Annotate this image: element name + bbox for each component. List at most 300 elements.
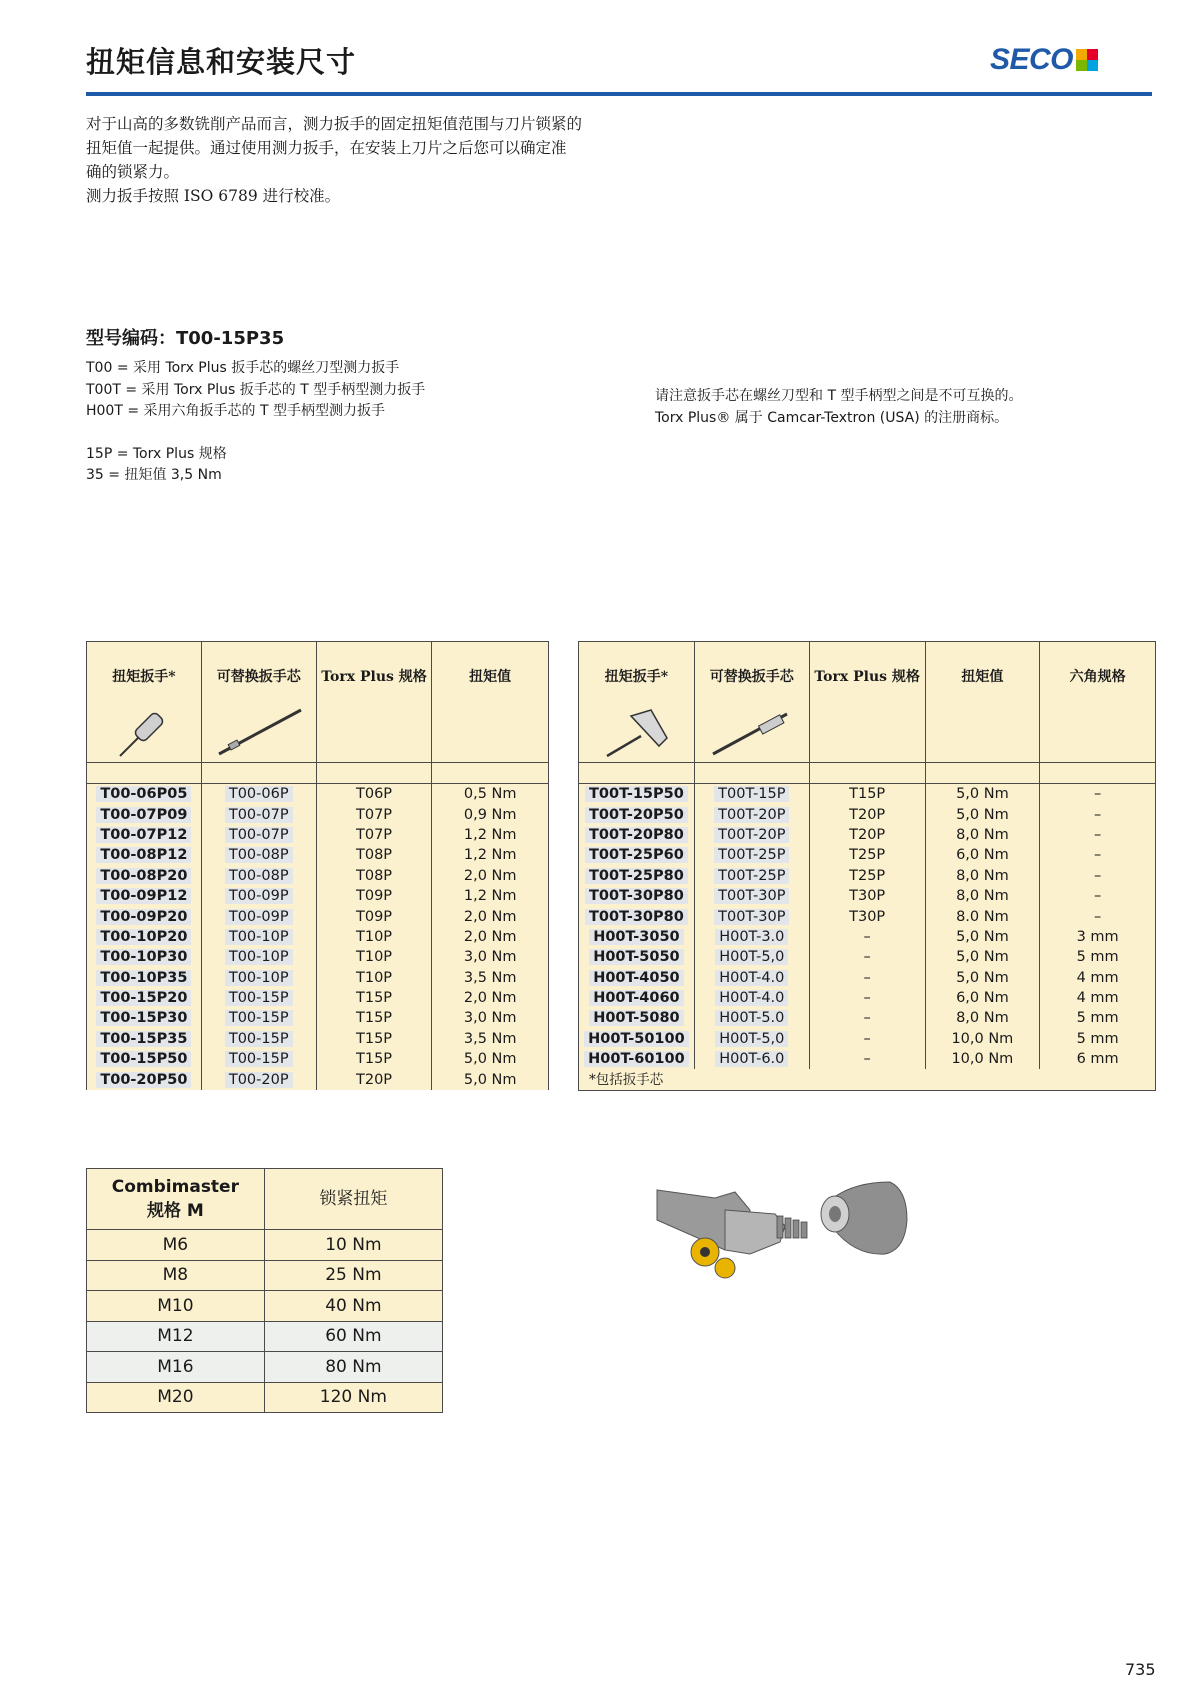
definition-line: H00T = 采用六角扳手芯的 T 型手柄型测力扳手 [86,403,385,419]
table-cell [201,804,316,824]
cell-value: T07P [355,806,393,823]
cell-value: T20P [849,826,886,843]
cell-value: T00-08P [225,847,293,863]
combimaster-illustration [655,1170,925,1300]
table-cell [1040,866,1156,886]
col-header-torx: Torx Plus 规格 [316,642,432,763]
cell-value: T00-07P09 [96,807,191,823]
cell-value: 10,0 Nm [951,1051,1014,1068]
cell-value: 3,0 Nm [463,949,517,966]
cell-value: T25P [849,847,886,864]
table-cell [87,825,202,845]
table-row [579,927,1156,947]
table-cell: 60 Nm [264,1321,442,1352]
cell-value: T15P [355,1010,393,1027]
definition-line: T00T = 采用 Torx Plus 扳手芯的 T 型手柄型测力扳手 [86,381,426,398]
cell-value: 6,0 Nm [956,990,1009,1007]
table-cell [1040,1049,1156,1069]
header-label: 扭矩扳手* [112,669,176,685]
t-handle-wrench-table [578,641,1156,1091]
table-cell [87,886,202,906]
table-cell [87,906,202,926]
cell-value: T00T-30P80 [585,888,688,904]
table-cell [432,988,549,1008]
cell-value: T10P [355,928,393,945]
screwdriver-wrench-icon [114,702,174,760]
table-row [579,906,1156,926]
cell-value: T00-20P [225,1072,293,1088]
cell-value: – [1094,847,1102,864]
type-code-title: 型号编码：T00-15P35 [86,328,285,349]
table-row [579,886,1156,906]
cell-value: H00T-5080 [589,1010,683,1026]
table-cell [809,1049,925,1069]
table-cell: M8 [87,1260,265,1291]
table-row [87,1049,549,1069]
table-cell: 80 Nm [264,1352,442,1383]
intro-text [86,112,686,208]
cell-value: T06P [355,786,393,803]
table-cell [87,804,202,824]
cell-value: 6 mm [1076,1051,1119,1068]
cell-value: H00T-50100 [584,1031,689,1047]
table-row [87,784,549,805]
cell-value: – [1094,867,1102,884]
table-row [87,947,549,967]
cell-value: T00-06P [225,786,293,802]
table-row [87,968,549,988]
table-cell [694,804,809,824]
cell-value: T00-08P [225,868,293,884]
table-cell [809,804,925,824]
table-cell [1040,968,1156,988]
intro-line: 确的锁紧力。 [86,163,180,181]
cell-value: T00-10P35 [96,970,191,986]
table-row [87,927,549,947]
screwdriver-wrench-table [86,641,549,1090]
table-cell [316,784,432,805]
table-cell [316,988,432,1008]
table-cell [809,988,925,1008]
note-line: Torx Plus® 属于 Camcar-Textron (USA) 的注册商标。 [655,409,1009,426]
cell-value: 1,2 Nm [463,847,517,864]
cell-value: T00-20P50 [96,1072,191,1088]
cell-value: H00T-4050 [589,970,683,986]
table-cell [432,1049,549,1069]
header-label: Combimaster [111,1177,239,1197]
table-row [579,968,1156,988]
cell-value: 5 mm [1076,949,1119,966]
table-row [579,866,1156,886]
table-cell [432,825,549,845]
table-cell [1040,784,1156,805]
table-cell [87,1049,202,1069]
cell-value: – [1094,786,1102,803]
table-cell [925,947,1040,967]
cell-value: T00-08P20 [96,868,191,884]
cell-value: – [863,1051,871,1068]
cell-value: 6,0 Nm [956,847,1009,864]
table-cell [579,968,695,988]
table-cell [579,1008,695,1028]
cell-value: T00T-15P [714,786,789,802]
table-cell [809,784,925,805]
cell-value: 5 mm [1076,1010,1119,1027]
combimaster-table [86,1168,443,1413]
page-title: 扭矩信息和安装尺寸 [86,45,357,79]
cell-value: T00-07P [225,807,293,823]
table-row [579,1049,1156,1069]
cell-value: T00-15P20 [96,990,191,1006]
table-cell [1040,886,1156,906]
cell-value: 3 mm [1076,928,1119,945]
table-cell [1040,1029,1156,1049]
table-cell [316,1049,432,1069]
table-cell [579,784,695,805]
table-cell [925,825,1040,845]
col-header-clamp-torque: 锁紧扭矩 [264,1169,442,1230]
table-cell [694,1049,809,1069]
table-cell [201,845,316,865]
table-cell [87,947,202,967]
table-cell [201,825,316,845]
table-row [87,1321,443,1352]
table-cell [579,1029,695,1049]
cell-value: – [1094,826,1102,843]
cell-value: 5,0 Nm [463,1051,517,1068]
cell-value: T00-15P30 [96,1010,191,1026]
table-cell [316,1069,432,1089]
cell-value: T00-10P30 [96,949,191,965]
cell-value: H00T-5,0 [715,1031,788,1047]
table-row [87,1069,549,1089]
intro-line: 对于山高的多数铣削产品而言，测力扳手的固定扭矩值范围与刀片锁紧的 [86,115,583,133]
table-cell [201,927,316,947]
table-row [87,1260,443,1291]
cell-value: T00T-20P [714,827,789,843]
definition-line: T00 = 采用 Torx Plus 扳手芯的螺丝刀型测力扳手 [86,360,400,376]
cell-value: T00-15P [225,1010,293,1026]
col-header-torx: Torx Plus 规格 [809,642,925,763]
cell-value: 4 mm [1076,969,1119,986]
cell-value: T25P [849,867,886,884]
table-cell [201,784,316,805]
cell-value: H00T-5050 [589,949,683,965]
table-cell [316,804,432,824]
logo-text: SECO [990,43,1074,76]
table-cell [694,906,809,926]
table-cell [432,1029,549,1049]
col-header-bit [201,642,316,763]
table-row [579,825,1156,845]
cell-value: 2,0 Nm [463,908,517,925]
table-cell [925,968,1040,988]
cell-value: – [1094,908,1102,925]
table-cell: 25 Nm [264,1260,442,1291]
table-row [579,845,1156,865]
table-cell [925,1029,1040,1049]
table-row [579,784,1156,805]
cell-value: – [1094,888,1102,905]
table-cell [579,866,695,886]
cell-value: T20P [355,1071,393,1088]
cell-value: T30P [849,908,886,925]
table-cell [809,947,925,967]
table-cell [809,927,925,947]
cell-value: T15P [355,1030,393,1047]
table-cell [925,906,1040,926]
table-cell [316,845,432,865]
cell-value: T00-15P [225,990,293,1006]
table-cell [925,1049,1040,1069]
table-cell [694,1029,809,1049]
table-cell [809,866,925,886]
cell-value: 3,5 Nm [463,969,517,986]
table-cell [316,947,432,967]
cell-value: T00T-25P [714,868,789,884]
table-cell [201,886,316,906]
cell-value: 8,0 Nm [956,888,1009,905]
table-cell [432,906,549,926]
table-cell [694,845,809,865]
table-cell [1040,988,1156,1008]
cell-value: H00T-60100 [584,1051,689,1067]
table-row [87,804,549,824]
cell-value: T00T-25P [714,847,789,863]
table-cell [579,947,695,967]
table-cell [316,866,432,886]
cell-value: T00-10P [225,929,293,945]
cell-value: T00T-30P [714,909,789,925]
col-header-bit [694,642,809,763]
table-cell [432,927,549,947]
cell-value: 3,0 Nm [463,1010,517,1027]
definition-line: 15P = Torx Plus 规格 [86,445,227,462]
table-row [87,845,549,865]
cell-value: T00-09P12 [96,888,191,904]
header-label: 规格 M [146,1201,204,1221]
table-cell [809,906,925,926]
cell-value: 3,5 Nm [463,1030,517,1047]
table-cell: M10 [87,1291,265,1322]
cell-value: H00T-3.0 [715,929,788,945]
table-cell [316,886,432,906]
cell-value: 2,0 Nm [463,928,517,945]
cell-value: T00T-25P80 [585,868,688,884]
table-cell [1040,927,1156,947]
header-label: 可替换扳手芯 [709,669,794,685]
col-header-torque: 扭矩值 [925,642,1040,763]
cell-value: T15P [355,990,393,1007]
table-row [87,1352,443,1383]
header-label: 可替换扳手芯 [216,669,301,685]
table-cell [579,886,695,906]
table-cell [1040,845,1156,865]
logo-mark-icon [1076,49,1098,71]
cell-value: T07P [355,826,393,843]
table-cell [1040,804,1156,824]
cell-value: T00-09P [225,909,293,925]
table-row [579,947,1156,967]
col-header-hex: 六角规格 [1040,642,1156,763]
table-cell [316,906,432,926]
table-cell [925,988,1040,1008]
cell-value: T00T-15P50 [585,786,688,802]
table-cell [316,968,432,988]
cell-value: 2,0 Nm [463,990,517,1007]
table-cell [579,825,695,845]
cell-value: 4 mm [1076,990,1119,1007]
cell-value: T00-07P12 [96,827,191,843]
cell-value: – [863,928,871,945]
table-cell [201,1008,316,1028]
table-cell [809,968,925,988]
cell-value: H00T-5.0 [715,1010,788,1026]
header-label: 扭矩扳手* [604,669,669,685]
table-cell [694,927,809,947]
cell-value: T15P [849,786,886,803]
table-cell [579,988,695,1008]
cell-value: – [863,990,871,1007]
cell-value: H00T-4.0 [715,970,788,986]
table-cell: M6 [87,1230,265,1261]
page-number: 735 [1125,1660,1156,1679]
table-cell [925,804,1040,824]
table-cell [432,866,549,886]
table-cell: 40 Nm [264,1291,442,1322]
table-cell [809,825,925,845]
col-header-torque: 扭矩值 [432,642,549,763]
table-cell [432,845,549,865]
seco-logo [990,44,1098,76]
table-cell [694,1008,809,1028]
cell-value: T20P [849,806,886,823]
table-row [579,988,1156,1008]
table-cell [201,866,316,886]
table-cell [432,1008,549,1028]
table-cell [87,927,202,947]
table-cell: M16 [87,1352,265,1383]
cell-value: – [863,969,871,986]
table-row [87,1291,443,1322]
cell-value: T15P [355,1051,393,1068]
cell-value: 5,0 Nm [956,949,1009,966]
table-cell [87,845,202,865]
cell-value: T00-09P [225,888,293,904]
table-cell [316,1008,432,1028]
table-cell [694,886,809,906]
table-cell [579,845,695,865]
cell-value: T00T-30P [714,888,789,904]
cell-value: 10,0 Nm [951,1030,1014,1047]
definition-line: 35 = 扭矩值 3,5 Nm [86,467,222,483]
table-row [87,906,549,926]
interchange-note [655,386,1022,429]
table-row [579,1029,1156,1049]
table-cell [316,1029,432,1049]
table-cell [1040,906,1156,926]
header-rule [86,92,1152,96]
bit-icon [707,702,797,760]
table-cell [432,1069,549,1089]
cell-value: T00T-20P [714,807,789,823]
cell-value: 0,9 Nm [463,806,517,823]
type-code-definitions [86,358,425,487]
table-cell [809,845,925,865]
intro-line: 测力扳手按照 ISO 6789 进行校准。 [86,187,341,205]
table-cell [925,1008,1040,1028]
cell-value: T09P [355,908,393,925]
table-row [87,1382,443,1413]
table-cell [201,968,316,988]
table-cell [87,1008,202,1028]
cell-value: T00-10P [225,970,293,986]
col-header-wrench [87,642,202,763]
table-cell [432,784,549,805]
table-cell: M12 [87,1321,265,1352]
table-cell [432,947,549,967]
cell-value: T00T-20P80 [585,827,688,843]
table-cell [925,886,1040,906]
cell-value: T00-06P05 [96,786,191,802]
table-cell [87,988,202,1008]
table-row [87,1230,443,1261]
table-row [87,825,549,845]
table-cell [809,1008,925,1028]
table-cell [1040,1008,1156,1028]
table-cell [87,968,202,988]
cell-value: 1,2 Nm [463,826,517,843]
cell-value: – [863,1010,871,1027]
cell-value: T30P [849,888,886,905]
table-cell [694,784,809,805]
table-cell [694,968,809,988]
note-line: 请注意扳手芯在螺丝刀型和 T 型手柄型之间是不可互换的。 [655,388,1023,404]
cell-value: 8.0 Nm [956,908,1009,925]
cell-value: 5,0 Nm [956,806,1009,823]
cell-value: T00T-25P60 [585,847,688,863]
bit-icon [211,702,307,760]
table-cell: M20 [87,1382,265,1413]
table-cell [432,804,549,824]
cell-value: T00-08P12 [96,847,191,863]
table-cell [201,1029,316,1049]
table-cell [316,825,432,845]
table-cell [201,988,316,1008]
cell-value: T00-15P50 [96,1051,191,1067]
table-cell [1040,825,1156,845]
table-cell [925,784,1040,805]
table-row [579,1008,1156,1028]
table-cell [579,927,695,947]
table-cell [694,988,809,1008]
cell-value: – [1094,806,1102,823]
table-cell [809,886,925,906]
cell-value: 8,0 Nm [956,826,1009,843]
cell-value: T00-07P [225,827,293,843]
table-cell [201,947,316,967]
table-row [87,866,549,886]
cell-value: 1,2 Nm [463,888,517,905]
cell-value: T00-15P [225,1031,293,1047]
table-cell [201,1049,316,1069]
col-header-size [87,1169,265,1230]
cell-value: T10P [355,969,393,986]
cell-value: T00-10P20 [96,929,191,945]
table-cell [925,845,1040,865]
table-cell [694,825,809,845]
table-row [87,1008,549,1028]
